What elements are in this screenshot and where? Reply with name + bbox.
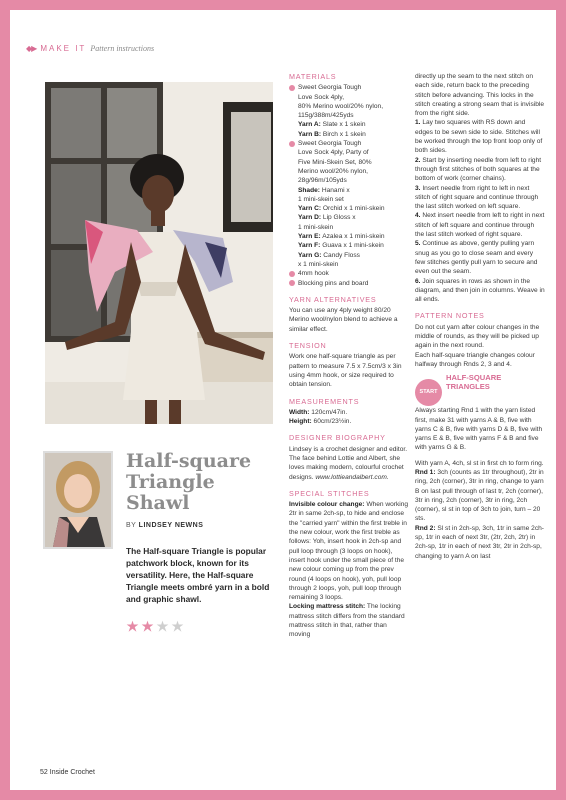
round-text: 3ch (counts as 1tr throughout), 2tr in ring, 2ch (corner), 3tr in ring, change to yarn B on last pull through of last tr, 2ch (corner), 3tr in ring, 2ch (corner), 3tr in ring, 2ch (corner), sl st in top of 3ch to join, turn – 20 sts. bbox=[415, 468, 544, 523]
step-text: Start by inserting needle from left to right through first stitches of both squares at the bottom of work (corner chains). bbox=[415, 156, 542, 183]
flower-icon-filled bbox=[126, 620, 139, 633]
start-badge: START bbox=[415, 379, 442, 406]
material-line: 28g/96m/105yds bbox=[298, 177, 347, 185]
measurement-value: 60cm/23½in. bbox=[311, 418, 352, 426]
start-section bbox=[415, 373, 545, 406]
step-number: 2. bbox=[415, 156, 421, 164]
step bbox=[415, 156, 545, 184]
stitch-text: The locking mattress stitch differs from the standard mattress stitch in that, rather than moving bbox=[289, 603, 405, 639]
step-number: 6. bbox=[415, 277, 421, 285]
step-text: Join squares in rows as shown in the diagram, and then join in columns. Weave in all ends. bbox=[415, 277, 545, 304]
designer-bio bbox=[289, 445, 409, 482]
yarn-value: Azalea x 1 mini-skein bbox=[320, 233, 385, 241]
yarn-value: Slate x 1 skein bbox=[320, 121, 366, 129]
measurement-label: Height: bbox=[289, 418, 312, 426]
measurement-label: Width: bbox=[289, 408, 310, 416]
materials-heading: MATERIALS bbox=[289, 72, 337, 81]
material-line: 4mm hook bbox=[298, 270, 329, 278]
magazine-name: Inside Crochet bbox=[49, 769, 95, 776]
pattern-note: Do not cut yarn after colour changes in the middle of rounds, as they will be picked up again in the next round. bbox=[415, 323, 540, 350]
title-line: Shawl bbox=[126, 492, 190, 514]
pattern-notes-heading: PATTERN NOTES bbox=[415, 311, 485, 321]
flower-icon-empty bbox=[156, 620, 169, 633]
yarn-label: Yarn B: bbox=[298, 130, 322, 138]
yarn-label: Yarn A: bbox=[298, 121, 321, 129]
step-number: 3. bbox=[415, 184, 421, 192]
double-arrow-icon: ◆▶ bbox=[26, 44, 37, 53]
round bbox=[415, 468, 545, 524]
yarn-alternatives-heading: YARN ALTERNATIVES bbox=[289, 294, 377, 304]
watermark: PassionForum.ru bbox=[469, 777, 552, 788]
title-line: Half-square bbox=[126, 450, 252, 472]
special-stitches-heading: SPECIAL STITCHES bbox=[289, 488, 370, 498]
yarn-label: Shade: bbox=[298, 186, 320, 194]
step-number: 4. bbox=[415, 212, 421, 220]
measurement-value: 120cm/47in. bbox=[309, 408, 348, 416]
section-subtitle: Pattern instructions bbox=[90, 44, 155, 53]
page-number: 52 bbox=[40, 769, 48, 776]
tension-text: Work one half-square triangle as per pattern to measure 7.5 x 7.5cm/3 x 3in using 4mm hook, or size required to obtain tension. bbox=[289, 353, 402, 389]
bullet-icon bbox=[289, 271, 295, 277]
yarn-value: Orchid x 1 mini-skein bbox=[321, 205, 385, 213]
material-line: Love Sock 4ply, bbox=[298, 93, 345, 101]
tension-heading: TENSION bbox=[289, 341, 327, 351]
step bbox=[415, 184, 545, 212]
yarn-value: Guava x 1 mini-skein bbox=[320, 242, 384, 250]
shawl-model-photo bbox=[45, 82, 273, 424]
flower-icon-empty bbox=[171, 620, 184, 633]
article-title-block bbox=[126, 451, 286, 529]
article-title bbox=[126, 451, 286, 514]
article-intro: The Half-square Triangle is popular patchwork block, known for its versatility. Here, the Half-square Triangle meets ombré yarn in a bold and graphic shawl. bbox=[126, 546, 270, 604]
yarn-value: 1 mini-skein set bbox=[298, 195, 344, 203]
step-text: Insert needle from right to left in next stitch of right square and continue through the last stitch worked on left square. bbox=[415, 184, 539, 211]
start-instructions: Always starting Rnd 1 with the yarn listed first, make 31 with yarns A & B, five with yarns C & B, five with yarns D & B, five with yarns E & B, five with yarns F & B and five with yarns G & B. bbox=[415, 407, 543, 452]
designer-bio-text: Lindsey is a crochet designer and editor. The face behind Lottie and Albert, she loves making modern, colourful crochet designs. bbox=[289, 445, 408, 481]
bullet-icon bbox=[289, 141, 295, 147]
material-line: Blocking pins and board bbox=[298, 279, 369, 287]
byline-prefix: BY bbox=[126, 522, 137, 529]
step-text: Lay two squares with RS down and edges to be sewn side to side. Stitches will be worked through the top front loop only of both sides. bbox=[415, 119, 543, 155]
round bbox=[415, 524, 545, 561]
material-line: 115g/388m/425yds bbox=[298, 112, 354, 120]
yarn-value: Hanami x bbox=[319, 186, 350, 194]
yarn-value: 1 mini-skein bbox=[298, 223, 334, 231]
yarn-alternatives-text: You can use any 4ply weight 80/20 Merino wool/nylon blend to achieve a similar effect. bbox=[289, 307, 398, 333]
step-number: 5. bbox=[415, 240, 421, 248]
step-number: 1. bbox=[415, 119, 421, 127]
material-line: Love Sock 4ply, Party of bbox=[298, 149, 369, 157]
step-text: Next insert needle from left to right in next stitch of left square and continue through the last stitch worked of right square. bbox=[415, 212, 545, 239]
step bbox=[415, 239, 545, 276]
materials-item bbox=[289, 269, 409, 278]
yarn-label: Yarn D: bbox=[298, 214, 322, 222]
locking-mattress-stitch bbox=[289, 602, 409, 639]
round-label: Rnd 1: bbox=[415, 468, 436, 476]
bullet-icon bbox=[289, 85, 295, 91]
designer-url[interactable]: www.lottieandalbert.com. bbox=[315, 473, 389, 481]
material-line: Sweet Georgia Tough bbox=[298, 140, 362, 148]
pattern-column-2 bbox=[289, 72, 409, 640]
step bbox=[415, 211, 545, 239]
material-line: Merino wool/20% nylon, bbox=[298, 167, 369, 175]
stitch-label: Invisible colour change: bbox=[289, 501, 365, 509]
flower-icon-filled bbox=[141, 620, 154, 633]
title-line: Triangle bbox=[126, 471, 215, 493]
section-title: HALF-SQUARE bbox=[446, 373, 502, 383]
byline bbox=[126, 522, 286, 529]
yarn-value: Lip Gloss x bbox=[321, 214, 356, 222]
stitch-text: When working 2tr in same 2ch-sp, to hide and enclose the "carried yarn" within the first treble in the new colour, work the first treble as follows: Yoh, insert hook in 2ch-sp and pull loop through (3 loops on hook), insert hook under the small piece of the new colour coming up from the prev round (4 loops on hook), yoh, pull loop through 2 loops, yoh, pull loop through remaining 3 loops. bbox=[289, 501, 409, 602]
step-text: Continue as above, gently pulling yarn snug as you go to close seam and every few stitches gently pull yarn to secure and even out the seam. bbox=[415, 240, 538, 276]
designer-heading: DESIGNER BIOGRAPHY bbox=[289, 433, 386, 443]
invisible-colour-change bbox=[289, 500, 409, 602]
measurements-heading: MEASUREMENTS bbox=[289, 396, 360, 406]
materials-item bbox=[289, 83, 409, 139]
material-line: 80% Merino wool/20% nylon, bbox=[298, 102, 384, 110]
yarn-label: Yarn F: bbox=[298, 242, 321, 250]
stitch-label: Locking mattress stitch: bbox=[289, 603, 366, 611]
page-footer bbox=[40, 769, 95, 776]
section-label: MAKE IT bbox=[40, 44, 87, 53]
mattress-stitch-continued: directly up the seam to the next stitch on each side, return back to the preceding stitch before advancing. This locks in the stitch creating a strong seam that is invisible from the right side. bbox=[415, 73, 545, 118]
step bbox=[415, 118, 545, 155]
yarn-value: Birch x 1 skein bbox=[321, 130, 366, 138]
with-yarn-instruction: With yarn A, 4ch, sl st in first ch to form ring. bbox=[415, 459, 544, 467]
pattern-note: Each half-square triangle changes colour halfway through Rnds 2, 3 and 4. bbox=[415, 351, 535, 368]
materials-item bbox=[289, 139, 409, 269]
section-title: TRIANGLES bbox=[446, 382, 490, 392]
material-line: Sweet Georgia Tough bbox=[298, 84, 362, 92]
section-header bbox=[26, 44, 154, 53]
difficulty-rating bbox=[126, 620, 184, 633]
pattern-column-3 bbox=[415, 72, 545, 561]
yarn-value: Candy Floss bbox=[321, 251, 360, 259]
yarn-label: Yarn C: bbox=[298, 205, 322, 213]
bullet-icon bbox=[289, 280, 295, 286]
round-label: Rnd 2: bbox=[415, 524, 436, 532]
yarn-label: Yarn E: bbox=[298, 233, 321, 241]
material-line: Five Mini-Skein Set, 80% bbox=[298, 158, 372, 166]
yarn-value: x 1 mini-skein bbox=[298, 260, 339, 268]
yarn-label: Yarn G: bbox=[298, 251, 322, 259]
step bbox=[415, 277, 545, 305]
author-name: LINDSEY NEWNS bbox=[138, 522, 204, 529]
materials-item bbox=[289, 279, 409, 288]
round-text: Sl st in 2ch-sp, 3ch, 1tr in same 2ch-sp, 1tr in each of next 3tr, (2tr, 2ch, 2tr) in 2ch-sp, 1tr in each of next 3tr, 2tr in 2ch-sp, changing to yarn A on last bbox=[415, 524, 544, 560]
author-portrait bbox=[43, 451, 113, 549]
